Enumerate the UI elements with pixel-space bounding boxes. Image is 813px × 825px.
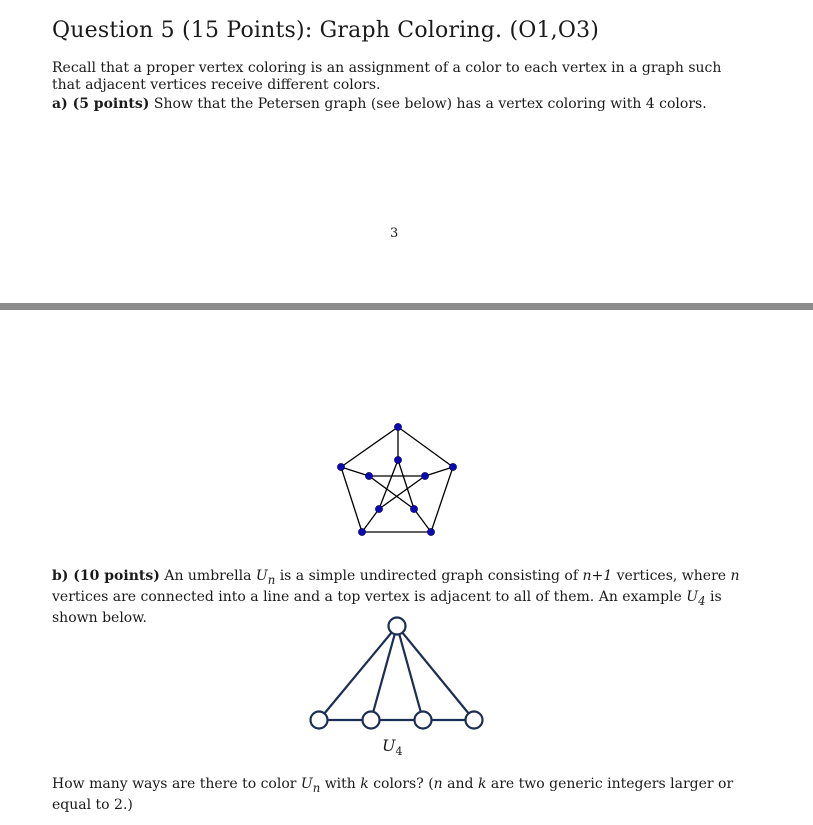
question-text-1: How many ways are there to color xyxy=(52,776,297,792)
umbrella-line-vertex xyxy=(363,712,380,729)
intro-paragraph: Recall that a proper vertex coloring is an assignment of a color to each vertex in a graph such that adjacent vertices receive different colors. xyxy=(52,60,722,93)
part-b-label: b) (10 points) xyxy=(52,568,160,584)
umbrella-line-vertex xyxy=(466,712,483,729)
umbrella-edge xyxy=(319,626,397,720)
umbrella-line-vertex xyxy=(311,712,328,729)
n-plus-one: n+1 xyxy=(582,568,613,584)
part-b-text-1: An umbrella xyxy=(164,568,252,584)
umbrella-line-vertex xyxy=(415,712,432,729)
u4-symbol: $U_4$ xyxy=(686,588,706,608)
question-text-3: colors? ( xyxy=(373,776,434,792)
part-b-text-2: is a simple undirected graph consisting of xyxy=(279,568,579,584)
question-k-2: k xyxy=(477,776,487,792)
question-k: k xyxy=(360,776,369,792)
page-number: 3 xyxy=(390,226,399,241)
part-a-text: Show that the Petersen graph (see below) has a vertex coloring with 4 colors. xyxy=(153,96,707,112)
question-text-5: are two generic integers larger or equal to 2.) xyxy=(52,776,734,813)
question-text-4: and xyxy=(447,776,474,792)
part-b-text-4: vertices are connected into a line and a top vertex is adjacent to all of them. An example xyxy=(52,588,682,605)
part-b-text-5: is shown below. xyxy=(52,588,722,626)
u4-caption: $U_4$ xyxy=(382,736,403,759)
question-title: Question 5 (15 Points): Graph Coloring. (O1,O3) xyxy=(52,18,600,43)
question-text-2: with xyxy=(324,776,356,792)
un-symbol: $U_n$ xyxy=(255,568,276,587)
part-b-text-3: vertices, where xyxy=(616,568,727,584)
umbrella-edge xyxy=(397,626,423,720)
n-var: n xyxy=(730,568,740,584)
umbrella-edge xyxy=(397,626,474,720)
question-un-symbol: $U_n$ xyxy=(300,776,321,795)
part-a-label: a) (5 points) xyxy=(52,96,150,112)
part-b-question xyxy=(52,776,762,814)
question-n: n xyxy=(433,776,443,792)
umbrella-top-vertex xyxy=(389,618,406,635)
